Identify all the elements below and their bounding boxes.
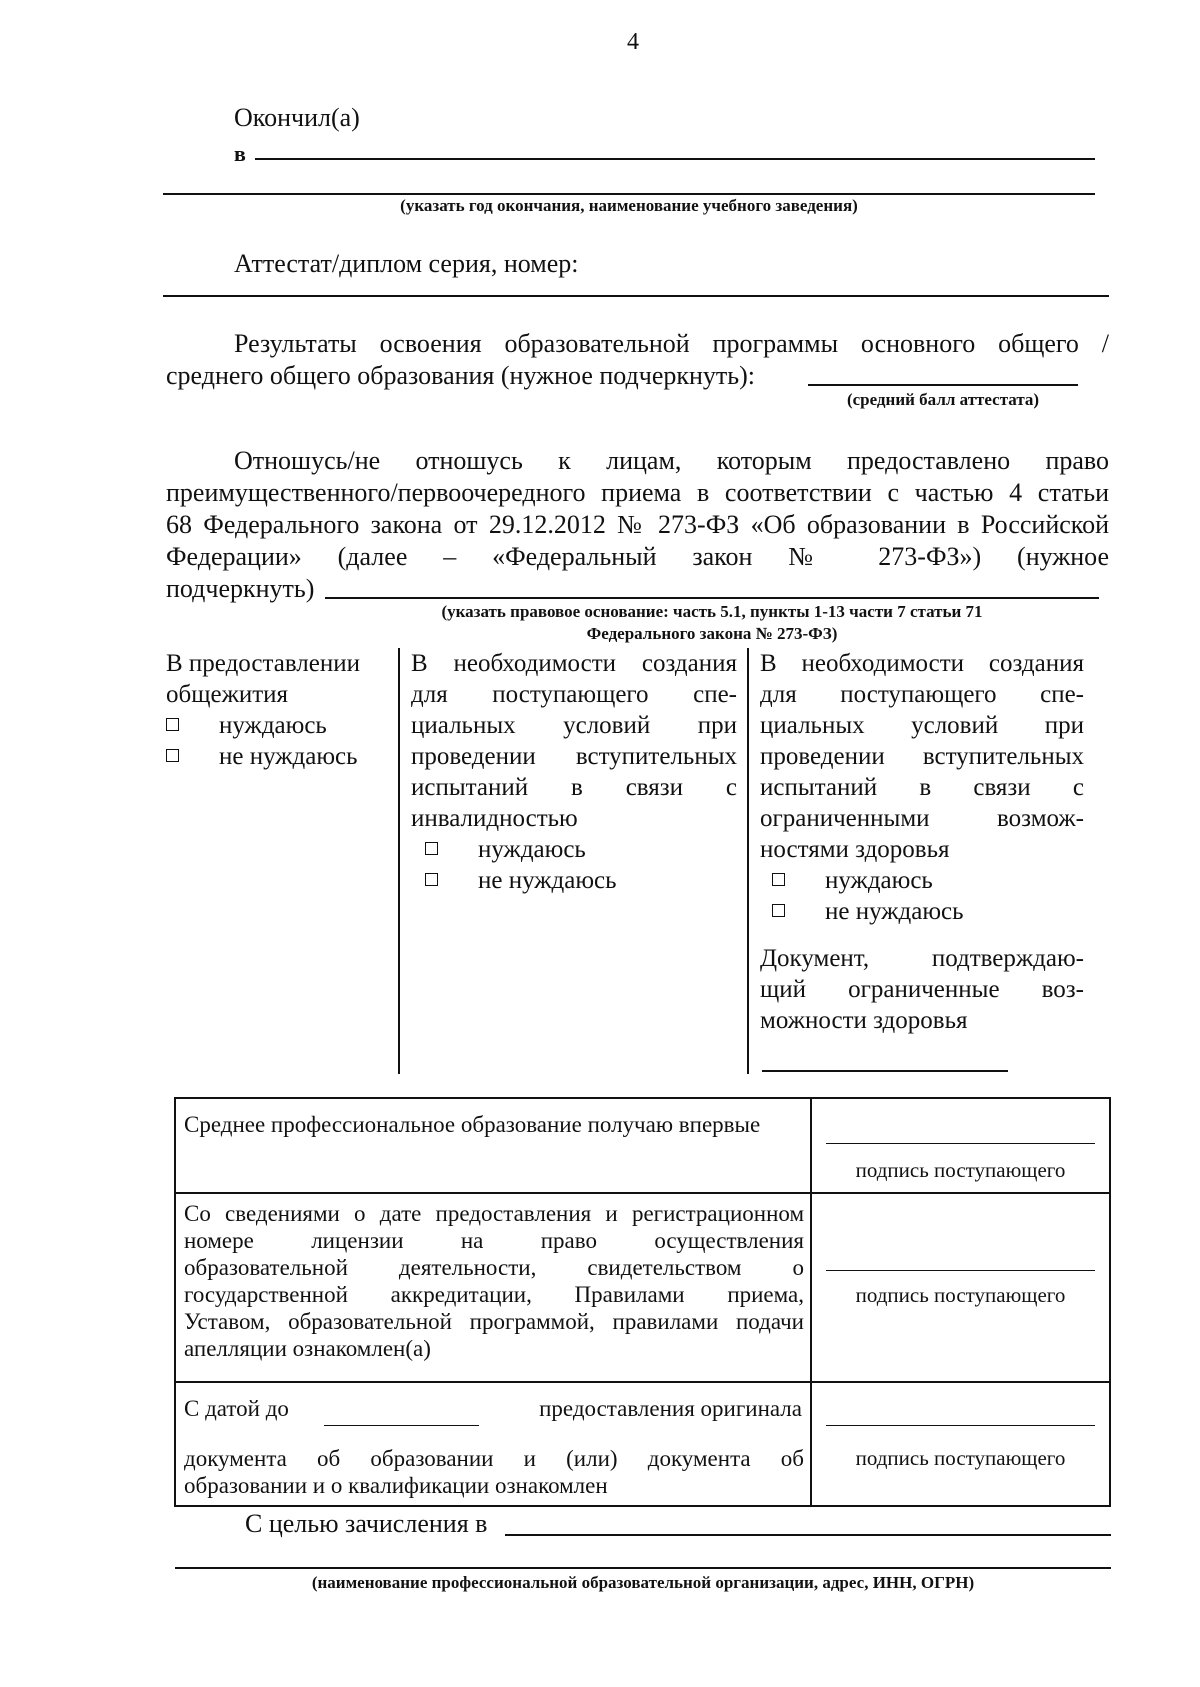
dorm-title-2: общежития <box>166 681 289 708</box>
dorm-option-need[interactable]: нуждаюсь <box>166 710 391 741</box>
enrollment-input-line[interactable] <box>505 1534 1111 1536</box>
health-column <box>760 648 1084 1036</box>
disability-option-need[interactable]: нуждаюсь <box>411 834 737 865</box>
graduated-prefix: в <box>234 141 246 166</box>
disability-column <box>411 648 737 896</box>
disability-line-1: В необходимости создания <box>411 650 737 677</box>
checkbox-icon[interactable] <box>772 873 785 886</box>
signature-line[interactable] <box>826 1099 1095 1144</box>
dorm-title-1: В предоставлении <box>166 650 361 677</box>
graduated-label: Окончил(а) <box>234 103 360 132</box>
average-score-line[interactable] <box>808 384 1078 386</box>
priority-line-4: Федерации» (далее – «Федеральный закон № 273-ФЗ») (нужное <box>166 542 1109 571</box>
health-doc-line-3: можности здоровья <box>760 1007 968 1034</box>
certificate-input-line[interactable] <box>163 295 1109 297</box>
legal-basis-caption-1: (указать правовое основание: часть 5.1, пункты 1-13 части 7 статьи 71 <box>441 602 983 621</box>
health-document-input-line[interactable] <box>762 1070 1008 1072</box>
legal-basis-caption-2: Федерального закона № 273-ФЗ) <box>586 624 838 643</box>
checkbox-icon[interactable] <box>166 718 179 731</box>
disability-line-2: для поступающего спе- <box>411 681 737 708</box>
table-row <box>175 1098 1110 1193</box>
health-line-3: циальных условий при <box>760 712 1084 739</box>
priority-line-1: Отношусь/не отношусь к лицам, которым предоставлено право <box>234 446 1109 475</box>
health-doc-line-1: Документ, подтверждаю- <box>760 945 1084 972</box>
enrollment-label: С целью зачисления в <box>245 1509 488 1538</box>
disability-line-4: проведении вступительных <box>411 743 737 770</box>
column-divider-2 <box>747 648 749 1074</box>
signature-table <box>174 1097 1111 1507</box>
graduated-caption: (указать год окончания, наименование учебного заведения) <box>400 196 858 215</box>
table-row <box>175 1382 1110 1506</box>
signature-label: подпись поступающего <box>855 1283 1066 1307</box>
health-line-7: ностями здоровья <box>760 836 950 863</box>
priority-line-5: подчеркнуть) <box>166 574 315 603</box>
row3-signature-cell[interactable] <box>811 1382 1110 1506</box>
priority-line-3: 68 Федерального закона от 29.12.2012 № 273-ФЗ «Об образовании в Российской <box>166 510 1109 539</box>
results-line-2: среднего общего образования (нужное подчеркнуть): <box>166 361 756 390</box>
signature-line[interactable] <box>826 1194 1095 1271</box>
certificate-label: Аттестат/диплом серия, номер: <box>234 249 579 278</box>
signature-line[interactable] <box>826 1383 1095 1426</box>
checkbox-icon[interactable] <box>425 873 438 886</box>
health-line-4: проведении вступительных <box>760 743 1084 770</box>
page-number: 4 <box>627 29 639 55</box>
legal-basis-line[interactable] <box>325 597 1099 599</box>
table-row <box>175 1193 1110 1382</box>
health-line-5: испытаний в связи с <box>760 774 1084 801</box>
disability-line-5: испытаний в связи с <box>411 774 737 801</box>
health-line-1: В необходимости создания <box>760 650 1084 677</box>
row1-text: Среднее профессиональное образование получаю впервые <box>175 1098 811 1193</box>
disability-line-6: инвалидностью <box>411 805 578 832</box>
checkbox-icon[interactable] <box>166 749 179 762</box>
signature-label: подпись поступающего <box>855 1158 1066 1182</box>
date-input-line[interactable] <box>324 1425 479 1426</box>
row2-text: Со сведениями о дате предоставления и регистрационном номере лицензии на право осуществления образовательной деятельности, свидетельством о государственной аккредитации, Правилами приема, Уставом, образовательной программой, правилами подачи апелляции ознакомлен(а) <box>175 1193 811 1382</box>
health-doc-line-2: щий ограниченные воз- <box>760 976 1084 1003</box>
dorm-column <box>166 648 391 772</box>
dorm-option-no-need[interactable]: не нуждаюсь <box>166 741 391 772</box>
graduated-input-line-2[interactable] <box>163 193 1095 195</box>
signature-label: подпись поступающего <box>855 1446 1066 1470</box>
enrollment-caption: (наименование профессиональной образовательной организации, адрес, ИНН, ОГРН) <box>311 1573 975 1592</box>
checkbox-icon[interactable] <box>772 904 785 917</box>
column-divider-1 <box>398 648 400 1074</box>
health-line-2: для поступающего спе- <box>760 681 1084 708</box>
row1-signature-cell[interactable] <box>811 1098 1110 1193</box>
health-option-need[interactable]: нуждаюсь <box>760 865 1084 896</box>
enrollment-input-line-2[interactable] <box>175 1567 1111 1569</box>
checkbox-icon[interactable] <box>425 842 438 855</box>
average-score-caption: (средний балл аттестата) <box>846 390 1040 409</box>
row3-text: С датой до предоставления оригинала документа об образовании и (или) документа об образовании и о квалификации ознакомлен <box>175 1382 811 1506</box>
disability-option-no-need[interactable]: не нуждаюсь <box>411 865 737 896</box>
health-option-no-need[interactable]: не нуждаюсь <box>760 896 1084 927</box>
results-line-1: Результаты освоения образовательной программы основного общего / <box>234 329 1109 358</box>
row2-signature-cell[interactable] <box>811 1193 1110 1382</box>
graduated-input-line[interactable] <box>255 158 1095 160</box>
priority-line-2: преимущественного/первоочередного приема в соответствии с частью 4 статьи <box>166 478 1109 507</box>
disability-line-3: циальных условий при <box>411 712 737 739</box>
health-line-6: ограниченными возмож- <box>760 805 1084 832</box>
